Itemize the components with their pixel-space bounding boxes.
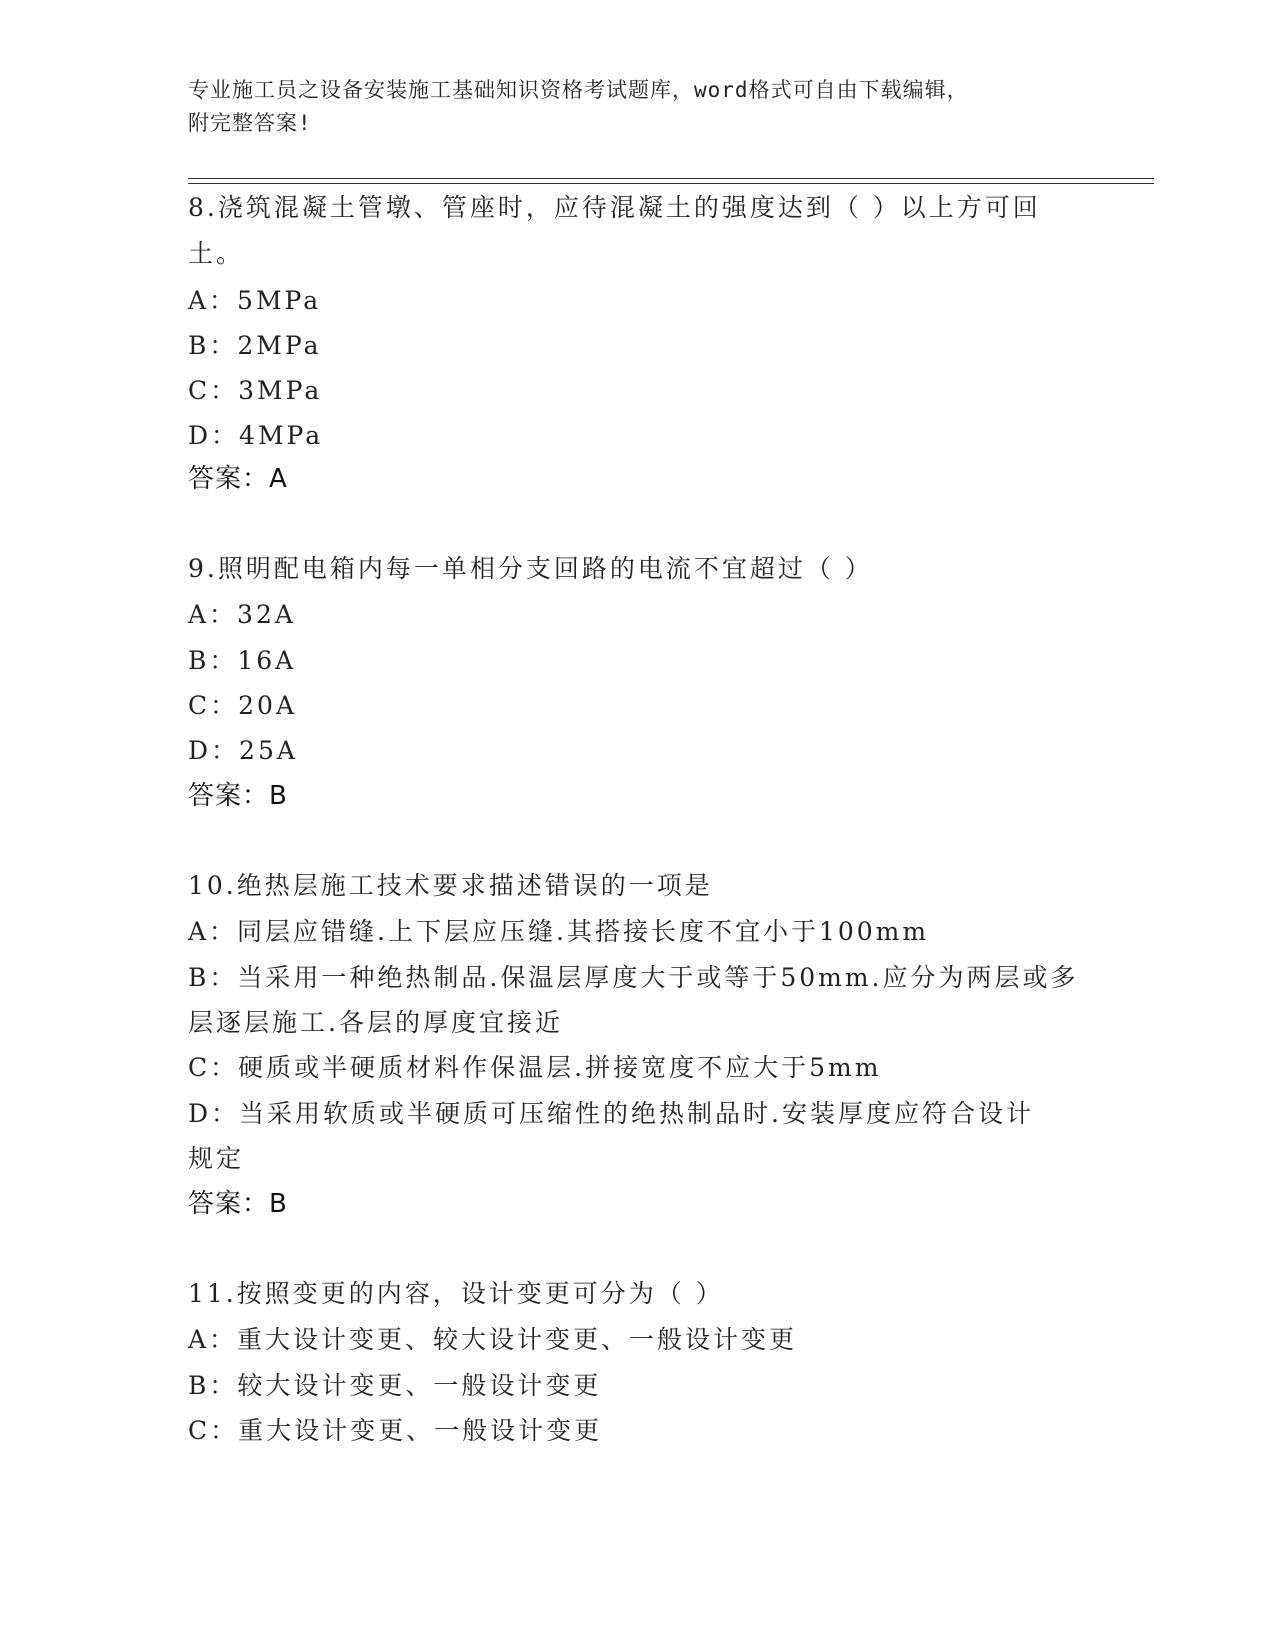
question-10-stem-line-1: 10.绝热层施工技术要求描述错误的一项是	[188, 871, 713, 900]
question-9-stem-line-1: 9.照明配电箱内每一单相分支回路的电流不宜超过（ ）	[188, 554, 873, 583]
header-divider-bottom	[188, 183, 1154, 184]
header-divider-top	[188, 178, 1154, 179]
question-10-option-b-line-2: 层逐层施工.各层的厚度宜接近	[188, 1008, 563, 1037]
header-line-1: 专业施工员之设备安装施工基础知识资格考试题库，word格式可自由下载编辑，	[188, 78, 969, 102]
question-8-option-b: B：2MPa	[188, 331, 322, 360]
question-10-option-c: C：硬质或半硬质材料作保温层.拼接宽度不应大于5mm	[188, 1053, 882, 1082]
question-9-option-d: D：25A	[188, 736, 298, 765]
question-8-stem-line-2: 土。	[188, 239, 245, 268]
question-9-option-c: C：20A	[188, 691, 297, 720]
header-line-2: 附完整答案!	[188, 111, 312, 135]
question-10-option-d-line-1: D：当采用软质或半硬质可压缩性的绝热制品时.安装厚度应符合设计	[188, 1099, 1034, 1128]
question-10-option-b-line-1: B：当采用一种绝热制品.保温层厚度大于或等于50mm.应分为两层或多	[188, 963, 1079, 992]
question-10-answer: 答案：B	[188, 1189, 288, 1219]
question-9-answer: 答案：B	[188, 781, 288, 811]
question-8-option-a: A：5MPa	[188, 286, 322, 315]
question-11-option-c: C：重大设计变更、一般设计变更	[188, 1416, 603, 1445]
question-9-option-a: A：32A	[188, 600, 296, 629]
question-11-option-b: B：较大设计变更、一般设计变更	[188, 1371, 602, 1400]
question-11-option-a: A：重大设计变更、较大设计变更、一般设计变更	[188, 1325, 798, 1354]
question-9-option-b: B：16A	[188, 646, 297, 675]
question-8-option-c: C：3MPa	[188, 376, 323, 405]
question-8-stem-line-1: 8.浇筑混凝土管墩、管座时，应待混凝土的强度达到（ ）以上方可回	[188, 193, 1041, 222]
question-8-option-d: D：4MPa	[188, 421, 324, 450]
question-10-option-a: A：同层应错缝.上下层应压缝.其搭接长度不宜小于100mm	[188, 917, 930, 946]
question-10-option-d-line-2: 规定	[188, 1144, 245, 1173]
document-header	[188, 74, 1088, 140]
question-8-answer: 答案：A	[188, 464, 288, 494]
question-11-stem-line-1: 11.按照变更的内容，设计变更可分为（ ）	[188, 1279, 724, 1308]
